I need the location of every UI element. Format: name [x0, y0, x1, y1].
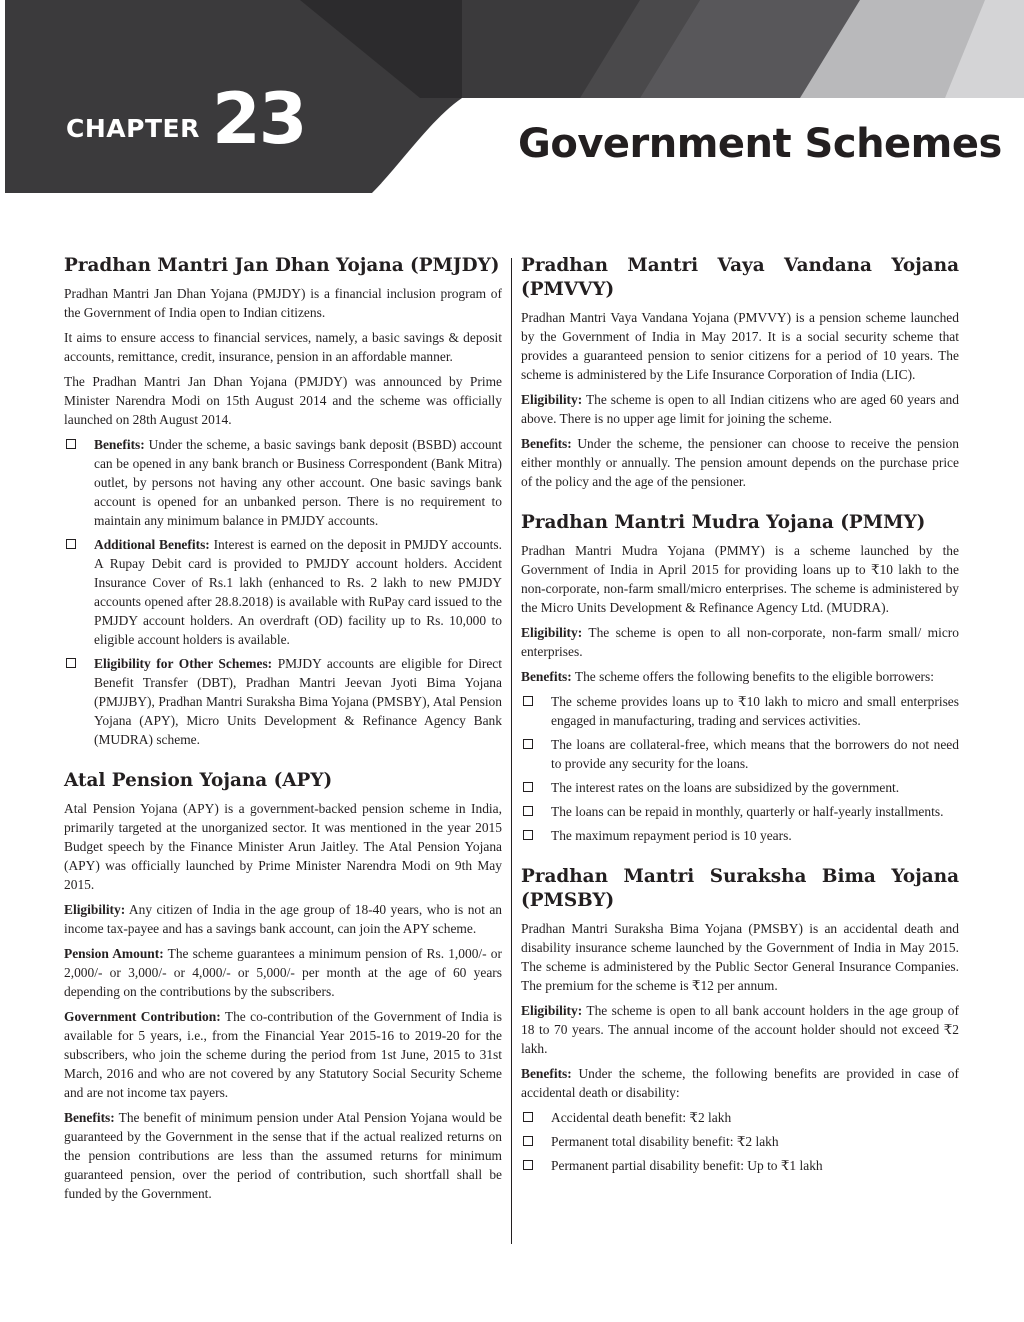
bullet-text: The interest rates on the loans are subsidized by the government.	[551, 780, 900, 795]
list-item	[64, 654, 502, 749]
eligibility-text: The scheme is open to all non-corporate, non-farm small/ micro enterprises.	[521, 625, 959, 659]
section-apy	[64, 769, 502, 1203]
section-pmsby	[521, 865, 959, 1175]
checkbox-bullet-icon	[523, 1136, 533, 1146]
benefits-label: Benefits:	[64, 1110, 115, 1125]
bullet-text: The scheme provides loans up to ₹10 lakh to micro and small enterprises engaged in manufacturing, trading and services activities.	[551, 694, 959, 728]
eligibility-text: The scheme is open to all bank account holders in the age group of 18 to 70 years. The annual income of the account holder should not exceed ₹2 lakh.	[521, 1003, 959, 1056]
list-item	[521, 1108, 959, 1127]
eligibility-label: Eligibility:	[521, 1003, 583, 1018]
apy-eligibility	[64, 900, 502, 938]
checkbox-bullet-icon	[523, 696, 533, 706]
bullet-text: The maximum repayment period is 10 years.	[551, 828, 792, 843]
pmvvy-intro: Pradhan Mantri Vaya Vandana Yojana (PMVVY) is a pension scheme launched by the Government of India in May 2017. It is a social security scheme that provides a guaranteed pension to senior citizens for a period of 10 years. The scheme is administered by the Life Insurance Corporation of India (LIC).	[521, 310, 959, 382]
right-column	[521, 254, 959, 1181]
pmvvy-eligibility	[521, 390, 959, 428]
pmvvy-heading: Pradhan Mantri Vaya Vandana Yojana (PMVVY)	[521, 255, 959, 300]
bullet-text: Interest is earned on the deposit in PMJDY accounts. A Rupay Debit card is provided to PMJDY account holders. Accident Insurance Cover of Rs.1 lakh (enhanced to Rs. 2 lakh to new PMJDY accounts opened after 28.8.2018) is available with RuPay card issued to the PMJDY account holders. An overdraft (OD) facility up to Rs. 10,000 to eligible account holders is available.	[94, 537, 502, 647]
bullet-label: Benefits:	[94, 437, 145, 452]
bullet-text: Under the scheme, a basic savings bank deposit (BSBD) account can be opened in any bank branch or Business Correspondent (Bank Mitra) outlet, by persons not having any other account. One basic savings bank account is opened for an unbanked person. There is no requirement to maintain any minimum balance in PMJDY accounts.	[94, 437, 502, 528]
list-item	[521, 1132, 959, 1151]
list-item	[521, 1156, 959, 1175]
apy-govt-contribution	[64, 1007, 502, 1102]
section-pmvvy	[521, 254, 959, 491]
list-item	[64, 535, 502, 649]
list-item	[521, 778, 959, 797]
pmsby-intro: Pradhan Mantri Suraksha Bima Yojana (PMSBY) is an accidental death and disability insurance scheme launched by the Government of India in May 2015. The scheme is administered by the Public Sector General Insurance Companies. The premium for the scheme is ₹12 per annum.	[521, 921, 959, 993]
pmmy-eligibility	[521, 623, 959, 661]
benefits-text: Under the scheme, the pensioner can choose to receive the pension either monthly or annually. The pension amount depends on the purchase price of the policy and the age of the pensioner.	[521, 436, 959, 489]
eligibility-text: The scheme is open to all Indian citizens who are aged 60 years and above. There is no upper age limit for joining the scheme.	[521, 392, 959, 426]
pmmy-benefits	[521, 667, 959, 686]
pmsby-benefits	[521, 1064, 959, 1102]
checkbox-bullet-icon	[66, 439, 76, 449]
bullet-text: PMJDY accounts are eligible for Direct Benefit Transfer (DBT), Pradhan Mantri Jeevan Jyoti Bima Yojana (PMJJBY), Pradhan Mantri Suraksha Bima Yojana (PMSBY), Atal Pension Yojana (APY), Micro Units Development & Refinance Agency Bank (MUDRA) scheme.	[94, 656, 502, 747]
pension-label: Pension Amount:	[64, 946, 164, 961]
chapter-header-band	[0, 0, 1024, 200]
bullet-text: The loans are collateral-free, which means that the borrowers do not need to provide any security for the loans.	[551, 737, 959, 771]
apy-heading: Atal Pension Yojana (APY)	[64, 770, 333, 791]
checkbox-bullet-icon	[523, 1160, 533, 1170]
chapter-number: 23	[212, 78, 306, 160]
column-divider	[511, 258, 512, 1244]
checkbox-bullet-icon	[523, 739, 533, 749]
benefits-label: Benefits:	[521, 1066, 572, 1081]
chapter-title: Government Schemes	[518, 121, 1002, 167]
apy-benefits	[64, 1108, 502, 1203]
checkbox-bullet-icon	[523, 830, 533, 840]
section-pmmy	[521, 511, 959, 845]
pmvvy-benefits	[521, 434, 959, 491]
pmjdy-aim: It aims to ensure access to financial services, namely, a basic savings & deposit accounts, remittance, credit, insurance, pension in an affordable manner.	[64, 330, 502, 364]
pmmy-bullet-list	[521, 692, 959, 845]
pmmy-heading: Pradhan Mantri Mudra Yojana (PMMY)	[521, 512, 926, 533]
section-pmjdy	[64, 254, 502, 749]
eligibility-text: Any citizen of India in the age group of 18-40 years, who is not an income tax-payee and has a savings bank account, can join the APY scheme.	[64, 902, 502, 936]
bullet-text: Permanent total disability benefit: ₹2 lakh	[551, 1134, 779, 1149]
govt-contribution-label: Government Contribution:	[64, 1009, 221, 1024]
eligibility-label: Eligibility:	[521, 392, 583, 407]
bullet-text: The loans can be repaid in monthly, quarterly or half-yearly installments.	[551, 804, 944, 819]
list-item	[521, 735, 959, 773]
benefits-label: Benefits:	[521, 436, 572, 451]
checkbox-bullet-icon	[66, 539, 76, 549]
pmsby-heading: Pradhan Mantri Suraksha Bima Yojana (PMSBY)	[521, 866, 959, 911]
checkbox-bullet-icon	[523, 806, 533, 816]
checkbox-bullet-icon	[523, 1112, 533, 1122]
govt-contribution-text: The co-contribution of the Government of India is available for 5 years, i.e., from the Financial Year 2015-16 to 2019-20 for the subscribers, who join the scheme during the period from 1st June, 2015 to 31st March, 2016 and who are not covered by any Statutory Social Security Scheme and are not income tax payers.	[64, 1009, 502, 1100]
pmsby-eligibility	[521, 1001, 959, 1058]
pmjdy-heading: Pradhan Mantri Jan Dhan Yojana (PMJDY)	[64, 255, 500, 276]
checkbox-bullet-icon	[523, 782, 533, 792]
apy-pension-amount	[64, 944, 502, 1001]
benefits-text: The benefit of minimum pension under Atal Pension Yojana would be guaranteed by the Government in the sense that if the actual realized returns on the pension contributions are less than the assumed returns for minimum guaranteed pension, over the period of contribution, such shortfall shall be funded by the Government.	[64, 1110, 502, 1201]
bullet-label: Eligibility for Other Schemes:	[94, 656, 273, 671]
list-item	[521, 692, 959, 730]
bullet-text: Accidental death benefit: ₹2 lakh	[551, 1110, 732, 1125]
chapter-label: CHAPTER	[66, 114, 200, 143]
pmjdy-intro: Pradhan Mantri Jan Dhan Yojana (PMJDY) is a financial inclusion program of the Government of India open to Indian citizens.	[64, 286, 502, 320]
benefits-text: The scheme offers the following benefits to the eligible borrowers:	[571, 669, 934, 684]
list-item	[521, 802, 959, 821]
bullet-text: Permanent partial disability benefit: Up to ₹1 lakh	[551, 1158, 823, 1173]
pmjdy-launch: The Pradhan Mantri Jan Dhan Yojana (PMJDY) was announced by Prime Minister Narendra Modi on 15th August 2014 and the scheme was officially launched on 28th August 2014.	[64, 374, 502, 427]
left-column	[64, 254, 502, 1209]
benefits-text: Under the scheme, the following benefits are provided in case of accidental death or disability:	[521, 1066, 959, 1100]
eligibility-label: Eligibility:	[64, 902, 126, 917]
list-item	[521, 826, 959, 845]
checkbox-bullet-icon	[66, 658, 76, 668]
benefits-label: Benefits:	[521, 669, 572, 684]
bullet-label: Additional Benefits:	[94, 537, 210, 552]
list-item	[64, 435, 502, 530]
pmjdy-bullet-list	[64, 435, 502, 749]
pension-text: The scheme guarantees a minimum pension of Rs. 1,000/- or 2,000/- or 3,000/- or 4,000/- or 5,000/- per month at the age of 60 years depending on the contributions by the subscribers.	[64, 946, 502, 999]
pmsby-bullet-list	[521, 1108, 959, 1175]
pmmy-intro: Pradhan Mantri Mudra Yojana (PMMY) is a scheme launched by the Government of India in April 2015 for providing loans up to ₹10 lakh to the non-corporate, non-farm small/micro enterprises. The scheme is administered by the Micro Units Development & Refinance Agency Ltd. (MUDRA).	[521, 543, 959, 615]
eligibility-label: Eligibility:	[521, 625, 583, 640]
apy-intro: Atal Pension Yojana (APY) is a government-backed pension scheme in India, primarily targeted at the unorganized sector. It was mentioned in the year 2015 Budget speech by the Finance Minister Arun Jaitley. The Atal Pension Yojana (APY) was officially launched by Prime Minister Narendra Modi on 9th May 2015.	[64, 801, 502, 892]
